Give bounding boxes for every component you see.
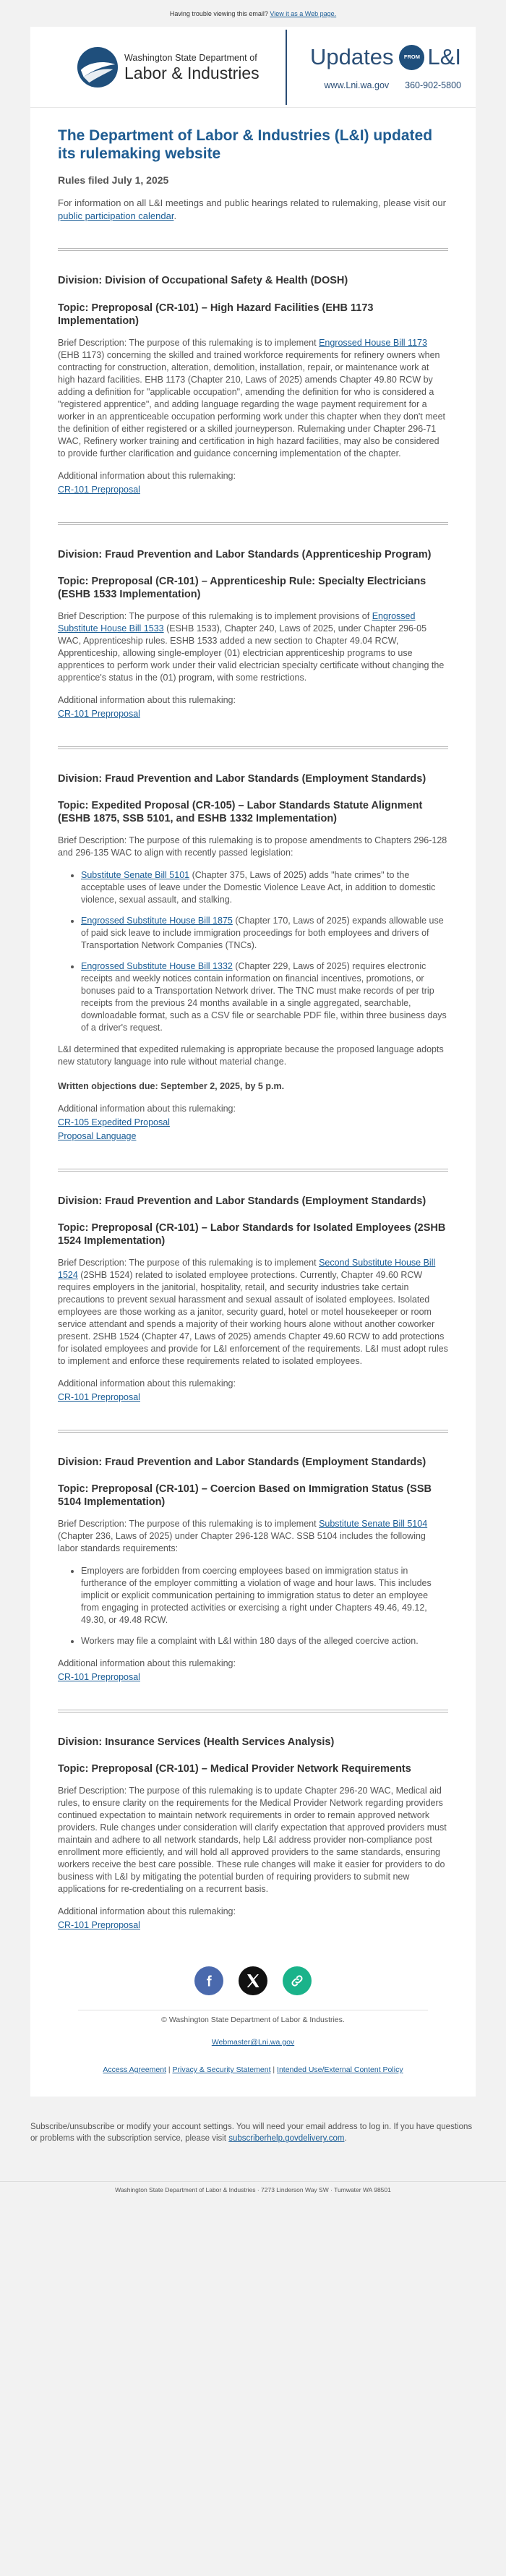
additional-info: Additional information about this rulemaking: bbox=[58, 1906, 236, 1917]
rulemaking-section bbox=[58, 274, 448, 495]
list-item: • Workers may file a complaint with L&I within 180 days of the alleged coercive action. bbox=[81, 1635, 448, 1647]
facebook-icon bbox=[202, 1974, 215, 1987]
access-agreement-link[interactable]: Access Agreement bbox=[103, 2065, 166, 2075]
copyright: © Washington State Department of Labor & Industries. bbox=[161, 2015, 345, 2024]
x-button[interactable] bbox=[239, 1966, 267, 1995]
intro-end: . bbox=[173, 210, 177, 221]
content bbox=[30, 108, 476, 2097]
topic-heading: Topic: Expedited Proposal (CR-105) – Labor Standards Statute Alignment (ESHB 1875, SSB 5101, and ESHB 1332 Implementation) bbox=[58, 799, 423, 824]
webmaster-email-link[interactable]: Webmaster@Lni.wa.gov bbox=[211, 2037, 295, 2047]
brief-description: Brief Description: The purpose of this rulemaking is to propose amendments to Chapters 296-128 and 296-135 WAC to align with recently passed legislation: bbox=[58, 835, 447, 858]
rulemaking-section bbox=[58, 1736, 448, 1932]
list-item-text: (Chapter 170, Laws of 2025) expands allowable use of paid sick leave to include immigration proceedings for both employees and drivers of Transportation Network Companies (TNCs). bbox=[81, 916, 444, 951]
bill-link[interactable]: Substitute Senate Bill 5104 bbox=[319, 1519, 428, 1530]
cr-101-preproposal-link[interactable]: CR-101 Preproposal bbox=[58, 1391, 140, 1402]
additional-info: Additional information about this rulemaking: bbox=[58, 1378, 236, 1389]
additional-info: Additional information about this rulemaking: bbox=[58, 1658, 236, 1669]
address-bar: Washington State Department of Labor & Industries · 7273 Linderson Way SW · Tumwater WA 98501 bbox=[0, 2181, 506, 2198]
brief-description: Brief Description: The purpose of this rulemaking is to update Chapter 296-20 WAC, Medical aid rules, to ensure clarity on the requirements for the Medical Provider Network regarding providers continued expectation to maintain network requirements in order to remain approved network providers. Rule changes under consideration will clarify expectation that approved providers must maintain and adhere to all network standards, help L&I address provider non-compliance post enrollment more efficiently, and will hold all approved providers to the same standards, ensuring workers receive the best care possible. These rule changes will make it easier for providers to do business with L&I by mitigating the potential burden of requiring providers to submit new applications for re-credentialing on a recurrent basis. bbox=[58, 1786, 447, 1895]
topic-heading: Topic: Preproposal (CR-101) – Medical Provider Network Requirements bbox=[58, 1762, 411, 1775]
facebook-button[interactable] bbox=[194, 1966, 223, 1995]
public-participation-calendar-link[interactable]: public participation calendar bbox=[58, 210, 174, 221]
bill-link[interactable]: Engrossed Substitute House Bill 1875 bbox=[81, 916, 233, 926]
division-heading: Division: Insurance Services (Health Services Analysis) bbox=[58, 1736, 335, 1748]
footer-sep: | bbox=[166, 2065, 173, 2075]
brief-description bbox=[58, 337, 448, 460]
section-divider bbox=[58, 522, 448, 525]
brand-updates: Updates bbox=[310, 44, 394, 70]
page-title: The Department of Labor & Industries (L&I) updated its rulemaking website bbox=[58, 127, 433, 162]
footer-email bbox=[58, 2037, 448, 2047]
logo-text bbox=[124, 52, 260, 82]
list-item bbox=[81, 915, 448, 952]
footer-links bbox=[58, 2065, 448, 2075]
x-icon bbox=[244, 1972, 262, 1989]
top-note-text: Having trouble viewing this email? bbox=[169, 10, 268, 17]
desc-pre: Brief Description: The purpose of this rulemaking is to implement provisions of bbox=[58, 610, 370, 621]
topic-heading: Topic: Preproposal (CR-101) – Coercion Based on Immigration Status (SSB 5104 Implementation) bbox=[58, 1483, 432, 1508]
cr-101-preproposal-link[interactable]: CR-101 Preproposal bbox=[58, 1919, 140, 1930]
logo-line2: Labor & Industries bbox=[124, 64, 260, 82]
updates-brand bbox=[310, 42, 461, 92]
section-divider bbox=[58, 248, 448, 251]
top-note bbox=[0, 0, 506, 27]
website: www.Lni.wa.gov bbox=[324, 80, 390, 91]
proposal-language-link[interactable]: Proposal Language bbox=[58, 1130, 137, 1141]
lni-logo[interactable] bbox=[77, 46, 286, 88]
list-item-text: (Chapter 229, Laws of 2025) requires electronic receipts and weekly notices contain information on financial incentives, promotions, or bonuses paid to a Transportation Network driver. The TNC must make records of per trip receipts from the previous 24 months available in a single aggregated, searchable, downloadable format, such as a CSV file or searchable PDF file, within three business days of a driver's request. bbox=[81, 961, 447, 1033]
view-web-page-link[interactable]: View it as a Web page. bbox=[270, 10, 337, 17]
desc-post: (EHB 1173) concerning the skilled and trained workforce requirements for refinery owners when contracting for construction, alteration, demolition, installation, repair, or maintenance work at high hazard facilities. EHB 1173 (Chapter 210, Laws of 2025) amends Chapter 49.80 RCW by adding a definition for "applicable occupation", amending the definition for who is considered a "registered apprentice", and adding language regarding the wage payment requirement for a worker in an apprenticeable occupation performing work under this chapter when they don't meet the definition of either registered or a skilled journeyperson. Rulemaking under Chapter 296-71 WAC, Refinery worker training and certification in high hazard facilities, may also be considered to provide further clarification and guidance concerning implementation of the chapter. bbox=[58, 349, 446, 459]
bill-link[interactable]: Substitute Senate Bill 5101 bbox=[81, 870, 190, 881]
rulemaking-section bbox=[58, 1456, 448, 1684]
privacy-security-link[interactable]: Privacy & Security Statement bbox=[172, 2065, 271, 2075]
list-item: • Employers are forbidden from coercing employees based on immigration status in furtherance of the employer committing a violation of wage and hour laws. This includes implicit or explicit communication pertaining to immigration status to deter an employee from engaging in protected activities or exercising a right under Chapters 49.46, 49.12, 49.30, or 49.48 RCW. bbox=[81, 1565, 448, 1626]
additional-info: Additional information about this rulemaking: bbox=[58, 470, 236, 481]
brand-li: L&I bbox=[427, 44, 461, 70]
subscriber-help-link[interactable]: subscriberhelp.govdelivery.com bbox=[228, 2134, 345, 2144]
subscribe-end: . bbox=[344, 2134, 347, 2144]
bill-link[interactable]: Engrossed House Bill 1173 bbox=[319, 337, 427, 348]
desc-post: (Chapter 236, Laws of 2025) under Chapter 296-128 WAC. SSB 5104 includes the following labor standards requirements: bbox=[58, 1531, 426, 1554]
topic-heading: Topic: Preproposal (CR-101) – Apprenticeship Rule: Specialty Electricians (ESHB 1533 Implementation) bbox=[58, 575, 426, 600]
subscribe-notice bbox=[0, 2097, 506, 2144]
desc-pre: Brief Description: The purpose of this rulemaking is to implement bbox=[58, 1257, 317, 1268]
footer-sep: | bbox=[270, 2065, 278, 2075]
brand-row bbox=[310, 42, 461, 72]
share-link-button[interactable] bbox=[283, 1966, 312, 1995]
email-container bbox=[30, 27, 476, 2097]
lni-seal-icon bbox=[77, 46, 119, 88]
cr-101-preproposal-link[interactable]: CR-101 Preproposal bbox=[58, 484, 140, 495]
desc-pre: Brief Description: The purpose of this rulemaking is to implement bbox=[58, 1519, 317, 1530]
brief-description bbox=[58, 1257, 448, 1368]
brand-from-badge: FROM bbox=[399, 45, 424, 70]
rules-filed-date: Rules filed July 1, 2025 bbox=[58, 174, 169, 186]
social-links bbox=[58, 1966, 448, 1995]
section-divider bbox=[58, 1169, 448, 1172]
topic-heading: Topic: Preproposal (CR-101) – Labor Standards for Isolated Employees (2SHB 1524 Implementation) bbox=[58, 1221, 446, 1247]
expedited-note: L&I determined that expedited rulemaking is appropriate because the proposed language adopts new statutory language into rule without material change. bbox=[58, 1044, 444, 1067]
division-heading: Division: Fraud Prevention and Labor Standards (Apprenticeship Program) bbox=[58, 548, 432, 560]
division-heading: Division: Fraud Prevention and Labor Standards (Employment Standards) bbox=[58, 1456, 426, 1468]
intro-text: For information on all L&I meetings and public hearings related to rulemaking, please visit our bbox=[58, 197, 446, 208]
bill-link[interactable]: Second Substitute House Bill 1524 bbox=[58, 1257, 436, 1280]
desc-post: (ESHB 1533), Chapter 240, Laws of 2025, under Chapter 296-05 WAC, Apprenticeship rules. ESHB 1533 added a new section to Chapter 49.04 RCW, Apprenticeship, allowing single-employer (01) electrician apprenticeship programs to use apprentices to perform work under their valid electrician specialty certificate without changing the apprentice's status in the (01) program, with some restrictions. bbox=[58, 623, 445, 683]
footer bbox=[58, 2010, 448, 2097]
division-heading: Division: Fraud Prevention and Labor Standards (Employment Standards) bbox=[58, 1195, 426, 1207]
additional-info: Additional information about this rulemaking: bbox=[58, 694, 236, 705]
brief-description bbox=[58, 610, 448, 684]
subscribe-text: Subscribe/unsubscribe or modify your account settings. You will need your email address to log in. If you have questions or problems with the subscription service, please visit bbox=[30, 2123, 473, 2144]
bill-link[interactable]: Engrossed Substitute House Bill 1332 bbox=[81, 961, 233, 972]
rulemaking-section bbox=[58, 772, 448, 1143]
list-item bbox=[81, 869, 448, 906]
intro-paragraph bbox=[58, 197, 448, 223]
phone: 360-902-5800 bbox=[405, 80, 461, 91]
section-divider bbox=[58, 1430, 448, 1433]
rulemaking-section bbox=[58, 548, 448, 720]
topic-heading: Topic: Preproposal (CR-101) – High Hazard Facilities (EHB 1173 Implementation) bbox=[58, 302, 374, 327]
cr-105-expedited-proposal-link[interactable]: CR-105 Expedited Proposal bbox=[58, 1117, 170, 1127]
list-item bbox=[81, 960, 448, 1034]
bill-list bbox=[81, 869, 448, 1034]
division-heading: Division: Division of Occupational Safety & Health (DOSH) bbox=[58, 275, 348, 287]
section-divider bbox=[58, 746, 448, 749]
header bbox=[30, 27, 476, 108]
brand-contact bbox=[325, 80, 461, 92]
logo-line1: Washington State Department of bbox=[124, 53, 257, 64]
cr-101-preproposal-link[interactable]: CR-101 Preproposal bbox=[58, 708, 140, 719]
brief-description bbox=[58, 1518, 448, 1555]
desc-pre: Brief Description: The purpose of this rulemaking is to implement bbox=[58, 337, 317, 348]
header-divider bbox=[286, 30, 287, 105]
cr-101-preproposal-link[interactable]: CR-101 Preproposal bbox=[58, 1671, 140, 1682]
objection-deadline: Written objections due: September 2, 2025, by 5 p.m. bbox=[58, 1081, 285, 1092]
link-icon bbox=[290, 1974, 304, 1988]
requirement-list bbox=[81, 1565, 448, 1647]
bill-link[interactable]: Engrossed Substitute House Bill 1533 bbox=[58, 610, 416, 634]
additional-info: Additional information about this rulemaking: bbox=[58, 1103, 236, 1114]
desc-post: (2SHB 1524) related to isolated employee protections. Currently, Chapter 49.60 RCW requires employers in the janitorial, hospitality, retail, and security industries take certain precautions to prevent sexual harassment and sexual assault of isolated employees. Isolated employees are those working as a janitor, security guard, hotel or motel housekeeper or room service attendant and spends a majority of their working hours alone without another coworker present. 2SHB 1524 (Chapter 47, Laws of 2025) amends Chapter 49.60 RCW to add protections for isolated employees and provide for L&I enforcement of the requirements. L&I must adopt rules to implement and enforce these requirements related to isolated employees. bbox=[58, 1269, 448, 1366]
intended-use-link[interactable]: Intended Use/External Content Policy bbox=[277, 2065, 403, 2075]
list-item-text: (Chapter 375, Laws of 2025) adds "hate crimes" to the acceptable uses of leave under the Domestic Violence Leave Act, in addition to domestic violence, sexual assault, and stalking. bbox=[81, 870, 436, 905]
rulemaking-section bbox=[58, 1195, 448, 1404]
section-divider bbox=[58, 1710, 448, 1713]
division-heading: Division: Fraud Prevention and Labor Standards (Employment Standards) bbox=[58, 772, 426, 785]
